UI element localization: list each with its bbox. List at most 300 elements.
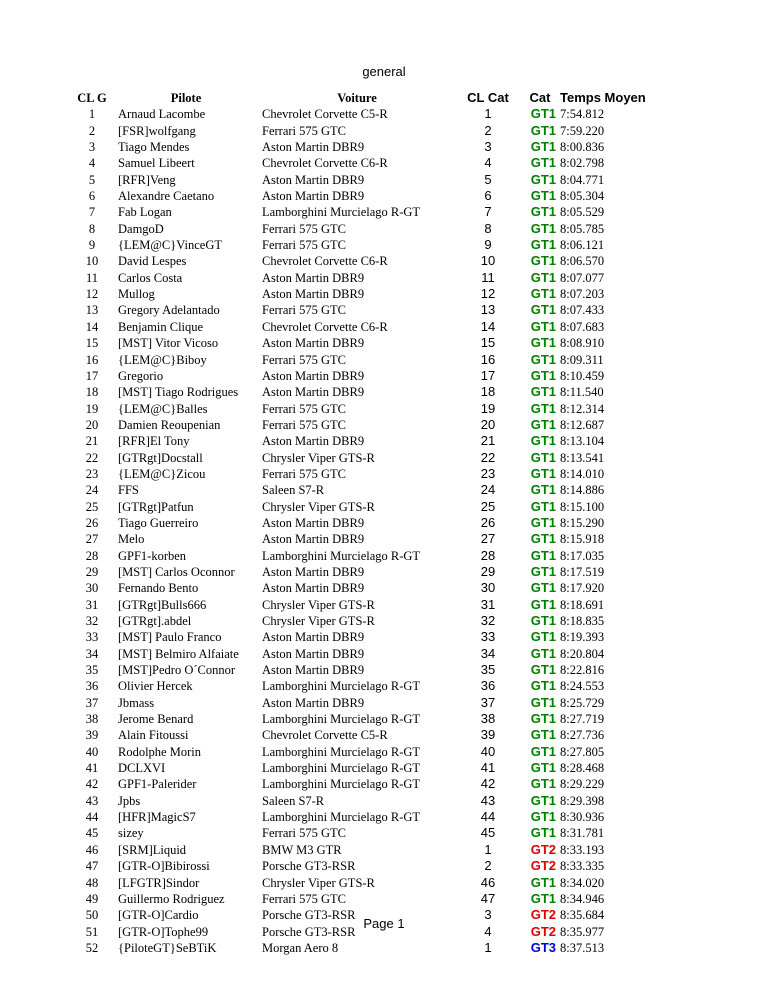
cell-cat: GT1 [530, 253, 556, 269]
table-row [72, 662, 650, 678]
cell-cl-cat: 3 [484, 907, 492, 923]
table-body [72, 106, 650, 956]
cell-cat: GT1 [530, 106, 556, 122]
cell-voiture: Aston Martin DBR9 [262, 368, 365, 383]
cell-cl-cat: 5 [484, 171, 492, 187]
cell-cl-g: 14 [85, 319, 99, 334]
cell-cat: GT1 [530, 596, 556, 612]
cell-voiture: Chevrolet Corvette C6-R [262, 254, 388, 269]
cell-cat: GT2 [530, 923, 556, 939]
cell-temps-moyen: 8:04.771 [560, 172, 605, 187]
cell-cl-g: 36 [85, 679, 99, 694]
cell-voiture: Porsche GT3-RSR [262, 859, 356, 874]
cell-cl-g: 18 [85, 385, 99, 400]
cell-temps-moyen: 8:07.433 [560, 303, 605, 318]
cell-cl-cat: 17 [480, 367, 496, 383]
cell-pilote: David Lespes [118, 254, 187, 269]
cell-cl-g: 16 [85, 352, 99, 367]
cell-temps-moyen: 8:22.816 [560, 663, 605, 678]
cell-temps-moyen: 8:08.910 [560, 336, 605, 351]
cell-cat: GT1 [530, 400, 556, 416]
table-row [72, 139, 650, 155]
table-row [72, 613, 650, 629]
cell-temps-moyen: 8:15.918 [560, 532, 605, 547]
cell-cat: GT1 [530, 335, 556, 351]
cell-temps-moyen: 8:27.805 [560, 744, 605, 759]
cell-voiture: Ferrari 575 GTC [262, 123, 347, 138]
cell-pilote: Gregorio [118, 368, 164, 383]
cell-cat: GT1 [530, 449, 556, 465]
cell-pilote: Fernando Bento [118, 581, 199, 596]
table-row [72, 580, 650, 596]
cell-cl-cat: 35 [480, 662, 496, 678]
cell-temps-moyen: 7:59.220 [560, 123, 605, 138]
cell-cat: GT3 [530, 939, 556, 955]
cell-temps-moyen: 8:07.077 [560, 270, 605, 285]
cell-cl-cat: 8 [484, 220, 492, 236]
cell-cat: GT1 [530, 465, 556, 481]
cell-cl-g: 42 [85, 777, 99, 792]
cell-voiture: Ferrari 575 GTC [262, 352, 347, 367]
cell-voiture: Aston Martin DBR9 [262, 434, 365, 449]
cell-cat: GT1 [530, 269, 556, 285]
cell-cl-g: 28 [85, 548, 99, 563]
cell-cl-cat: 4 [484, 923, 492, 939]
cell-pilote: Tiago Guerreiro [118, 515, 199, 530]
cell-cat: GT2 [530, 858, 556, 874]
cell-cl-cat: 7 [484, 204, 492, 220]
cell-temps-moyen: 8:14.886 [560, 483, 605, 498]
cell-cat: GT1 [530, 776, 556, 792]
cell-pilote: {LEM@C}Zicou [118, 466, 206, 481]
cell-temps-moyen: 8:06.570 [560, 254, 605, 269]
cell-cat: GT1 [530, 188, 556, 204]
cell-cat: GT1 [530, 302, 556, 318]
cell-temps-moyen: 8:00.836 [560, 140, 605, 155]
table-row [72, 531, 650, 547]
cell-cl-cat: 47 [480, 890, 496, 906]
cell-cat: GT1 [530, 711, 556, 727]
table-row [72, 286, 650, 302]
cell-pilote: Fab Logan [118, 205, 172, 220]
cell-cat: GT1 [530, 890, 556, 906]
cell-cl-g: 24 [85, 483, 99, 498]
cell-temps-moyen: 8:35.977 [560, 924, 605, 939]
cell-cl-g: 6 [88, 189, 96, 204]
table-row [72, 482, 650, 498]
cell-cat: GT1 [530, 237, 556, 253]
cell-temps-moyen: 8:10.459 [560, 368, 605, 383]
cell-voiture: Morgan Aero 8 [262, 940, 339, 955]
cell-cat: GT1 [530, 678, 556, 694]
cell-voiture: Aston Martin DBR9 [262, 336, 365, 351]
cell-cat: GT1 [530, 645, 556, 661]
table-row [72, 172, 650, 188]
header-cat: Cat [529, 90, 551, 105]
cell-cl-cat: 31 [480, 596, 496, 612]
cell-voiture: Ferrari 575 GTC [262, 891, 347, 906]
header-cl-g: CL G [77, 91, 107, 105]
cell-cl-g: 11 [85, 270, 99, 285]
table-row [72, 237, 650, 253]
cell-temps-moyen: 8:33.193 [560, 842, 605, 857]
cell-pilote: [RFR]El Tony [118, 434, 190, 449]
cell-cl-g: 48 [85, 875, 99, 890]
cell-cat: GT1 [530, 662, 556, 678]
cell-voiture: Lamborghini Murcielago R-GT [262, 810, 421, 825]
cell-voiture: Aston Martin DBR9 [262, 663, 365, 678]
cell-pilote: FFS [118, 483, 139, 498]
cell-cl-cat: 19 [480, 400, 496, 416]
cell-pilote: Gregory Adelantado [118, 303, 220, 318]
cell-cl-g: 50 [85, 908, 99, 923]
cell-cl-cat: 37 [480, 694, 496, 710]
cell-temps-moyen: 8:18.691 [560, 597, 605, 612]
cell-cat: GT1 [530, 743, 556, 759]
cell-cl-cat: 11 [481, 269, 495, 285]
cell-cl-g: 51 [85, 924, 99, 939]
table-row [72, 384, 650, 400]
cell-voiture: Aston Martin DBR9 [262, 532, 365, 547]
cell-pilote: GPF1-korben [118, 548, 187, 563]
table-row [72, 302, 650, 318]
cell-temps-moyen: 8:34.020 [560, 875, 605, 890]
cell-pilote: Tiago Mendes [118, 140, 190, 155]
cell-cl-g: 12 [85, 287, 99, 302]
cell-voiture: Ferrari 575 GTC [262, 221, 347, 236]
table-row [72, 155, 650, 171]
cell-temps-moyen: 8:28.468 [560, 761, 605, 776]
cell-temps-moyen: 8:33.335 [560, 859, 605, 874]
cell-voiture: Ferrari 575 GTC [262, 466, 347, 481]
cell-cat: GT1 [530, 613, 556, 628]
cell-cat: GT1 [530, 825, 556, 841]
cell-voiture: Aston Martin DBR9 [262, 270, 365, 285]
cell-cl-cat: 4 [484, 155, 492, 171]
cell-cat: GT1 [530, 286, 556, 302]
cell-temps-moyen: 8:25.729 [560, 695, 605, 710]
cell-cl-g: 13 [85, 303, 99, 318]
cell-cl-g: 30 [85, 581, 99, 596]
cell-cl-cat: 44 [480, 809, 496, 825]
table-row [72, 433, 650, 449]
cell-cl-cat: 1 [484, 841, 492, 857]
cell-cl-g: 45 [85, 826, 99, 841]
cell-voiture: Chevrolet Corvette C5-R [262, 107, 388, 122]
cell-pilote: {LEM@C}Biboy [118, 352, 207, 367]
cell-cat: GT1 [530, 874, 556, 890]
cell-pilote: Samuel Libeert [118, 156, 195, 171]
table-row [72, 564, 650, 580]
cell-cl-g: 25 [85, 499, 99, 514]
cell-temps-moyen: 8:05.304 [560, 189, 605, 204]
cell-voiture: Aston Martin DBR9 [262, 695, 365, 710]
cell-pilote: [MST] Carlos Oconnor [118, 564, 235, 579]
table-row [72, 253, 650, 269]
cell-cl-g: 47 [85, 859, 99, 874]
cell-voiture: Aston Martin DBR9 [262, 564, 365, 579]
cell-pilote: Jbmass [118, 695, 155, 710]
sheet-title: general [362, 64, 406, 79]
cell-voiture: Chrysler Viper GTS-R [262, 614, 375, 628]
cell-cl-cat: 21 [480, 433, 496, 449]
header-temps-moyen: Temps Moyen [560, 90, 646, 105]
table-row [72, 842, 650, 858]
cell-voiture: Saleen S7-R [262, 793, 325, 808]
table-header-row [72, 90, 650, 106]
cell-voiture: Chrysler Viper GTS-R [262, 597, 375, 612]
cell-cat: GT1 [530, 139, 556, 155]
table-row [72, 188, 650, 204]
cell-pilote: [HFR]MagicS7 [118, 810, 196, 825]
cell-cl-cat: 43 [480, 792, 496, 808]
cell-cl-g: 33 [85, 630, 99, 645]
cell-voiture: Chevrolet Corvette C6-R [262, 156, 388, 171]
cell-voiture: Aston Martin DBR9 [262, 646, 365, 661]
cell-cl-g: 20 [85, 417, 99, 432]
cell-pilote: [MST] Paulo Franco [118, 630, 222, 645]
cell-temps-moyen: 8:06.121 [560, 238, 605, 253]
cell-voiture: Lamborghini Murcielago R-GT [262, 548, 421, 563]
cell-voiture: Lamborghini Murcielago R-GT [262, 679, 421, 694]
cell-temps-moyen: 8:27.736 [560, 728, 605, 743]
cell-pilote: [GTRgt]Docstall [118, 450, 203, 465]
cell-cat: GT1 [530, 531, 556, 547]
cell-cl-g: 40 [85, 744, 99, 759]
cell-temps-moyen: 8:11.540 [560, 385, 604, 400]
table-row [72, 776, 650, 792]
cell-pilote: Mullog [118, 287, 155, 302]
cell-voiture: Chrysler Viper GTS-R [262, 499, 375, 514]
cell-cl-cat: 46 [480, 874, 496, 890]
table-row [72, 678, 650, 694]
table-row [72, 204, 650, 220]
cell-cl-cat: 18 [480, 384, 496, 400]
cell-cl-g: 44 [85, 810, 99, 825]
cell-temps-moyen: 8:35.684 [560, 908, 605, 923]
table-row [72, 466, 650, 482]
cell-cl-cat: 45 [480, 825, 496, 841]
cell-cat: GT1 [530, 482, 556, 498]
cell-cat: GT1 [530, 760, 556, 776]
cell-cl-g: 9 [88, 238, 96, 253]
cell-voiture: Chevrolet Corvette C5-R [262, 728, 388, 743]
cell-voiture: Lamborghini Murcielago R-GT [262, 777, 421, 792]
cell-cl-g: 52 [85, 940, 99, 955]
cell-temps-moyen: 8:09.311 [560, 352, 604, 367]
cell-cl-cat: 20 [480, 416, 496, 432]
table-row [72, 368, 650, 384]
cell-voiture: Aston Martin DBR9 [262, 140, 365, 155]
cell-temps-moyen: 8:19.393 [560, 630, 605, 645]
table-row [72, 727, 650, 743]
cell-voiture: Aston Martin DBR9 [262, 515, 365, 530]
cell-cl-g: 41 [85, 761, 99, 776]
cell-cl-g: 27 [85, 532, 99, 547]
table-row [72, 548, 650, 564]
cell-pilote: [SRM]Liquid [118, 842, 187, 857]
cell-pilote: sizey [118, 826, 144, 841]
header-pilote: Pilote [170, 91, 202, 105]
cell-pilote: Guillermo Rodriguez [118, 891, 225, 906]
cell-cat: GT1 [530, 563, 556, 579]
cell-cl-cat: 25 [480, 498, 496, 514]
cell-pilote: [LFGTR]Sindor [118, 875, 200, 890]
cell-pilote: Rodolphe Morin [118, 744, 201, 759]
table-row [72, 940, 650, 956]
cell-cl-g: 19 [85, 401, 99, 416]
cell-cat: GT1 [530, 792, 556, 808]
cell-voiture: Chevrolet Corvette C6-R [262, 319, 388, 334]
cell-cl-cat: 30 [480, 580, 496, 596]
cell-cat: GT1 [530, 416, 556, 432]
cell-voiture: Lamborghini Murcielago R-GT [262, 744, 421, 759]
table-row [72, 825, 650, 841]
cell-cl-cat: 24 [480, 482, 496, 498]
table-row [72, 711, 650, 727]
cell-cl-g: 7 [88, 205, 96, 220]
cell-cl-g: 35 [85, 663, 99, 678]
table-row [72, 335, 650, 351]
cell-temps-moyen: 8:07.203 [560, 287, 605, 302]
cell-voiture: Porsche GT3-RSR [262, 908, 356, 923]
cell-cl-cat: 34 [480, 645, 496, 661]
cell-voiture: Saleen S7-R [262, 483, 325, 498]
cell-cl-g: 21 [85, 434, 99, 449]
table-row [72, 401, 650, 417]
cell-temps-moyen: 8:27.719 [560, 712, 605, 727]
cell-cl-cat: 12 [480, 286, 496, 302]
cell-cat: GT1 [530, 318, 556, 334]
cell-pilote: [MST] Tiago Rodrigues [118, 385, 239, 400]
cell-temps-moyen: 8:05.529 [560, 205, 605, 220]
cell-temps-moyen: 8:24.553 [560, 679, 605, 694]
table-row [72, 760, 650, 776]
cell-temps-moyen: 8:13.104 [560, 434, 605, 449]
cell-cl-g: 10 [85, 254, 99, 269]
cell-voiture: Aston Martin DBR9 [262, 287, 365, 302]
cell-pilote: Carlos Costa [118, 270, 183, 285]
cell-cl-g: 3 [88, 140, 96, 155]
cell-cat: GT1 [530, 727, 556, 743]
cell-cl-cat: 29 [480, 563, 496, 579]
cell-cl-cat: 40 [480, 743, 496, 759]
cell-voiture: Aston Martin DBR9 [262, 172, 365, 187]
cell-pilote: Olivier Hercek [118, 679, 193, 694]
cell-voiture: Chrysler Viper GTS-R [262, 875, 375, 890]
cell-cat: GT1 [530, 498, 556, 514]
cell-pilote: Arnaud Lacombe [118, 107, 206, 122]
table-row [72, 221, 650, 237]
cell-voiture: Aston Martin DBR9 [262, 189, 365, 204]
cell-cl-cat: 16 [480, 351, 496, 367]
cell-cl-cat: 36 [480, 678, 496, 694]
cell-cl-cat: 1 [484, 106, 492, 122]
cell-pilote: Alexandre Caetano [118, 189, 215, 204]
cell-cl-g: 34 [85, 646, 99, 661]
cell-pilote: Damien Reoupenian [118, 417, 221, 432]
table-row [72, 123, 650, 139]
cell-pilote: Jerome Benard [118, 712, 194, 727]
cell-pilote: [GTR-O]Cardio [118, 908, 199, 923]
cell-cl-cat: 38 [480, 711, 496, 727]
cell-cl-g: 38 [85, 712, 99, 727]
cell-temps-moyen: 8:07.683 [560, 319, 605, 334]
table-row [72, 106, 650, 122]
cell-cl-cat: 32 [480, 613, 496, 628]
cell-cl-cat: 2 [484, 122, 492, 138]
cell-pilote: [GTR-O]Bibirossi [118, 859, 210, 874]
cell-cl-g: 26 [85, 515, 99, 530]
cell-voiture: Chrysler Viper GTS-R [262, 450, 375, 465]
cell-cl-g: 8 [88, 221, 96, 236]
cell-cl-g: 1 [88, 107, 96, 122]
cell-cl-cat: 27 [480, 531, 496, 547]
cell-cat: GT2 [530, 841, 556, 857]
cell-temps-moyen: 8:20.804 [560, 646, 605, 661]
table-row [72, 695, 650, 711]
table-row [72, 646, 650, 662]
cell-voiture: Ferrari 575 GTC [262, 238, 347, 253]
cell-pilote: [MST] Vitor Vicoso [118, 336, 219, 351]
cell-cl-cat: 9 [484, 237, 492, 253]
cell-pilote: {LEM@C}VinceGT [118, 238, 222, 253]
cell-cl-cat: 15 [480, 335, 496, 351]
table-row [72, 744, 650, 760]
cell-cl-g: 43 [85, 793, 99, 808]
cell-temps-moyen: 8:14.010 [560, 466, 605, 481]
cell-pilote: {PiloteGT}SeBTiK [118, 940, 217, 955]
cell-temps-moyen: 8:31.781 [560, 826, 605, 841]
cell-pilote: Melo [118, 532, 145, 547]
cell-cl-cat: 33 [480, 629, 496, 645]
cell-voiture: Aston Martin DBR9 [262, 581, 365, 596]
table-row [72, 515, 650, 531]
cell-cl-cat: 6 [484, 188, 492, 204]
cell-cat: GT1 [530, 204, 556, 220]
cell-voiture: Aston Martin DBR9 [262, 630, 365, 645]
cell-cl-cat: 26 [480, 514, 496, 530]
cell-temps-moyen: 8:12.687 [560, 417, 605, 432]
cell-pilote: DamgoD [118, 221, 164, 236]
table-row [72, 809, 650, 825]
header-voiture: Voiture [337, 91, 377, 105]
cell-voiture: Lamborghini Murcielago R-GT [262, 205, 421, 220]
cell-temps-moyen: 8:12.314 [560, 401, 605, 416]
cell-voiture: BMW M3 GTR [262, 842, 342, 857]
cell-cl-g: 49 [85, 891, 99, 906]
cell-voiture: Aston Martin DBR9 [262, 385, 365, 400]
cell-temps-moyen: 8:17.920 [560, 581, 605, 596]
cell-temps-moyen: 8:37.513 [560, 940, 605, 955]
cell-temps-moyen: 8:13.541 [560, 450, 605, 465]
cell-voiture: Lamborghini Murcielago R-GT [262, 761, 421, 776]
cell-cl-cat: 3 [484, 139, 492, 155]
cell-cl-g: 37 [85, 695, 99, 710]
cell-cl-g: 22 [85, 450, 99, 465]
table-row [72, 319, 650, 335]
page-footer: Page 1 [363, 916, 405, 931]
cell-cl-g: 5 [88, 172, 96, 187]
cell-cl-g: 29 [85, 564, 99, 579]
table-row [72, 270, 650, 286]
cell-cat: GT1 [530, 122, 556, 138]
cell-cat: GT1 [530, 580, 556, 596]
cell-cl-cat: 28 [480, 547, 496, 563]
cell-cl-cat: 42 [480, 776, 496, 792]
table-row [72, 891, 650, 907]
cell-cat: GT1 [530, 351, 556, 367]
